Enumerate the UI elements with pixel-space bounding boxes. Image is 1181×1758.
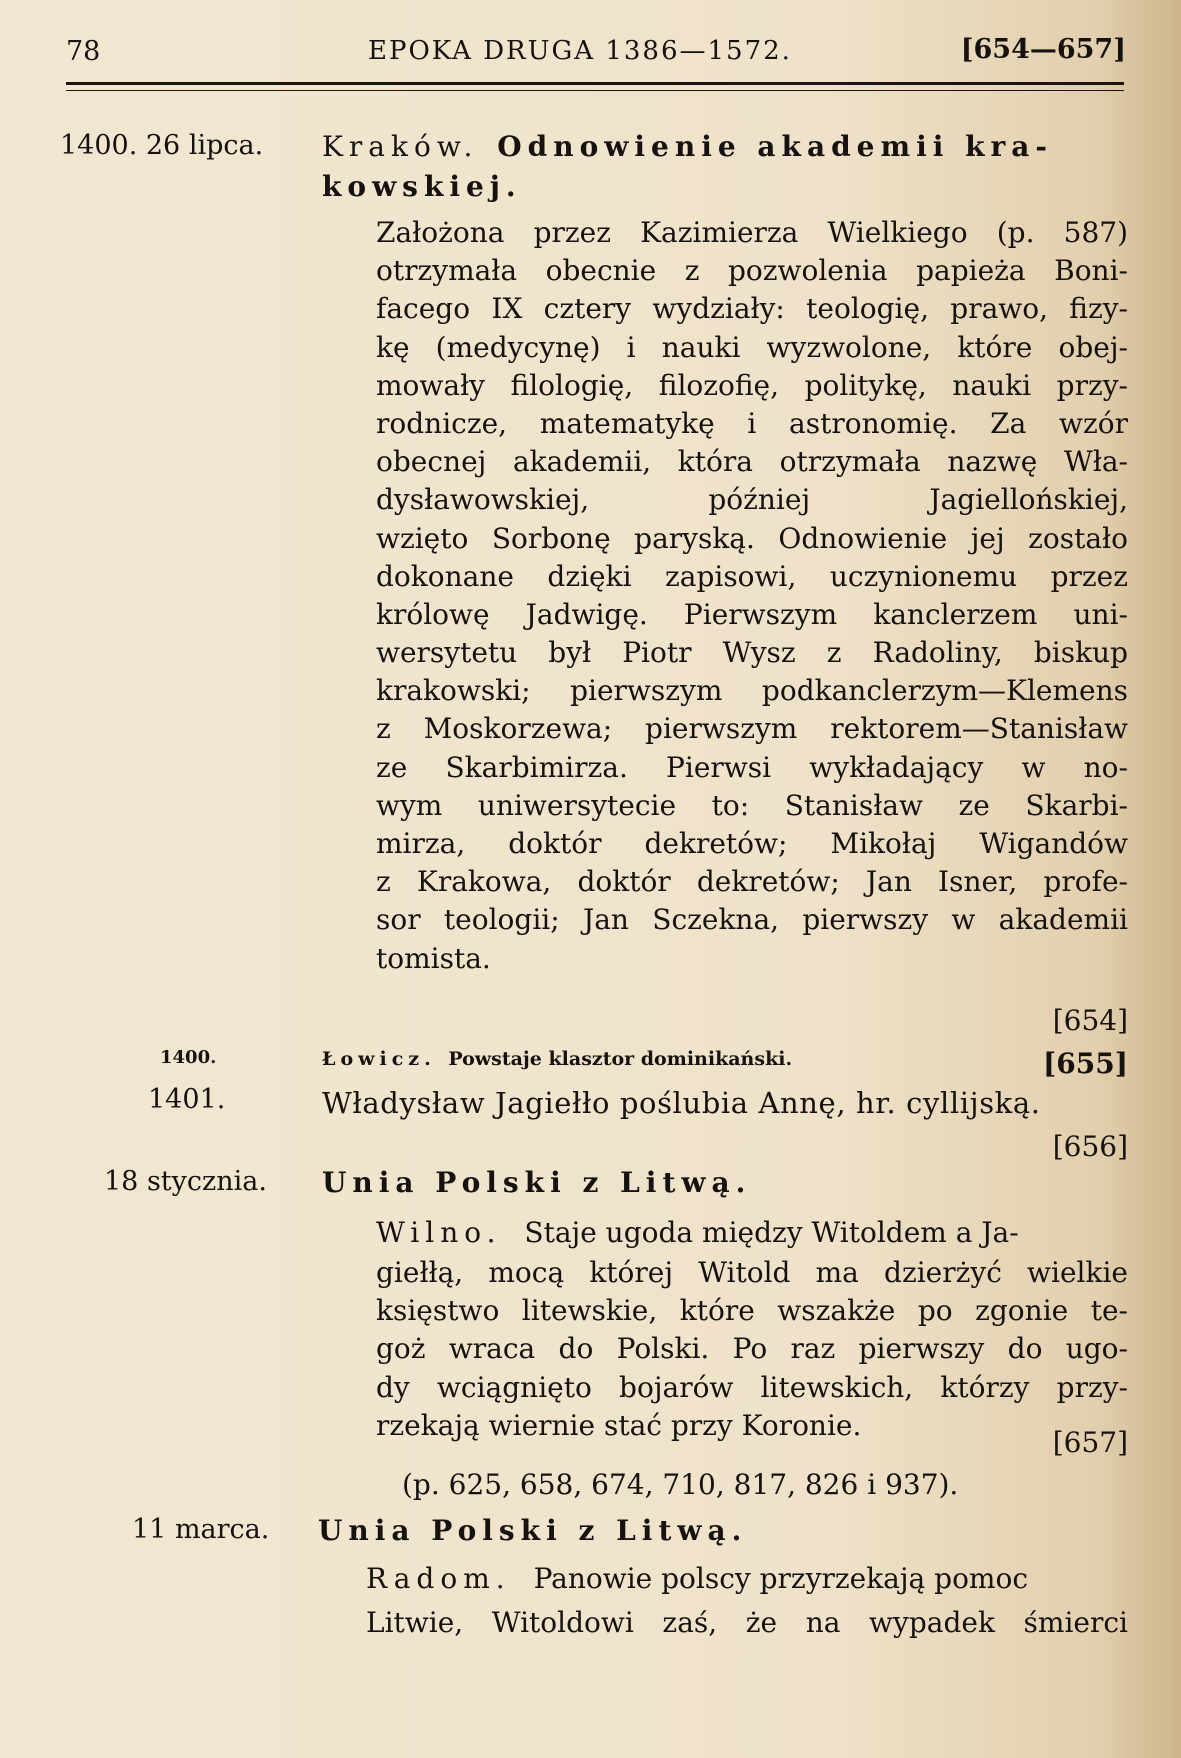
- heading-continuation: kowskiej.: [322, 170, 522, 203]
- text-line: rodnicze, matematykę i astronomię. Za wzór: [376, 406, 1128, 440]
- text-line: księstwo litewskie, które wszakże po zgonie te-: [376, 1294, 1128, 1328]
- text-line: mowały filologię, filozofię, politykę, nauki przy-: [376, 368, 1128, 402]
- entry-ref-656: [656]: [1052, 1130, 1128, 1163]
- entry-heading-657: Unia Polski z Litwą.: [322, 1166, 752, 1199]
- entry-date-658: 11 marca.: [132, 1514, 270, 1545]
- entry-text-656: Władysław Jagiełło poślubia Annę, hr. cyllijską.: [322, 1086, 1041, 1120]
- cross-reference: (p. 625, 658, 674, 710, 817, 826 i 937).: [402, 1468, 959, 1501]
- running-title: EPOKA DRUGA 1386—1572.: [368, 36, 792, 66]
- entry-first-line-657: [376, 1214, 1128, 1252]
- place-name: Wilno.: [376, 1216, 502, 1249]
- place-name: Łowicz.: [322, 1048, 436, 1070]
- text-line: goż wraca do Polski. Po raz pierwszy do ugo-: [376, 1332, 1128, 1366]
- text-line: wzięto Sorbonę paryską. Odnowienie jej zostało: [376, 521, 1128, 555]
- header-rule-thin: [66, 90, 1124, 91]
- text-line: Panowie polscy przyrzekają pomoc: [533, 1562, 1029, 1595]
- text-line: krakowski; pierwszym podkanclerzym—Klemens: [376, 674, 1128, 708]
- entry-date-656: 1401.: [148, 1084, 226, 1115]
- text-line: dokonane dzięki zapisowi, uczynionemu przez: [376, 559, 1128, 593]
- entry-date-654: 1400. 26 lipca.: [60, 130, 264, 161]
- place-name: Radom.: [366, 1562, 511, 1595]
- running-header: [66, 28, 1126, 74]
- entry-heading-658: Unia Polski z Litwą.: [318, 1514, 748, 1547]
- entry-date-655: 1400.: [160, 1047, 217, 1068]
- text-line: dy wciągnięto bojarów litewskich, którzy przy-: [376, 1370, 1128, 1404]
- text-line: Staje ugoda między Witoldem a Ja-: [524, 1216, 1019, 1249]
- entry-text-655: [322, 1040, 792, 1078]
- text-line: facego IX cztery wydziały: teologię, prawo, fizy-: [376, 292, 1128, 326]
- text-line: z Moskorzewa; pierwszym rektorem—Stanisław: [376, 712, 1128, 746]
- header-rule-thick: [66, 82, 1124, 85]
- entry-date-657: 18 stycznia.: [104, 1166, 267, 1197]
- entry-body-658: [366, 1604, 1128, 1642]
- text-line: giełłą, mocą której Witold ma dzierżyć wielkie: [376, 1256, 1128, 1289]
- text-line: kę (medycynę) i nauki wyzwolone, które obej-: [376, 330, 1128, 364]
- entry-text: Powstaje klasztor dominikański.: [448, 1048, 793, 1070]
- entry-first-line-658: [366, 1560, 1128, 1598]
- entry-body-657: [376, 1254, 1128, 1445]
- entry-range: [654—657]: [960, 34, 1126, 65]
- text-line: wym uniwersytecie to: Stanisław ze Skarbi-: [376, 788, 1128, 822]
- text-line: otrzymała obecnie z pozwolenia papieża Boni-: [376, 254, 1128, 288]
- text-line: z Krakowa, doktór dekretów; Jan Isner, profe-: [376, 865, 1128, 899]
- text-line: Litwie, Witoldowi zaś, że na wypadek śmierci: [366, 1606, 1128, 1639]
- page-number: 78: [66, 36, 101, 67]
- text-line: tomista.: [376, 941, 491, 975]
- entry-ref-654: [654]: [1052, 1004, 1128, 1037]
- entry-body-654: [376, 214, 1128, 978]
- text-line: rzekają wiernie stać przy Koronie.: [376, 1408, 862, 1442]
- text-line: sor teologii; Jan Sczekna, pierwszy w akademii: [376, 903, 1128, 937]
- text-line: królowę Jadwigę. Pierwszym kanclerzem uni-: [376, 597, 1128, 631]
- text-line: mirza, doktór dekretów; Mikołaj Wigandów: [376, 827, 1128, 860]
- text-line: Założona przez Kazimierza Wielkiego (p. 587): [376, 216, 1128, 249]
- text-line: dysławowskiej, później Jagiellońskiej,: [376, 483, 1128, 517]
- entry-ref-655: [655]: [1043, 1047, 1128, 1080]
- entry-heading-654: [322, 128, 1053, 166]
- heading-text: Odnowienie akademii kra-: [497, 130, 1054, 163]
- entry-ref-657: [657]: [1052, 1426, 1128, 1459]
- place-name: Kraków.: [322, 130, 479, 163]
- text-line: wersytetu był Piotr Wysz z Radoliny, biskup: [376, 636, 1128, 670]
- text-line: ze Skarbimirza. Pierwsi wykładający w no-: [376, 750, 1128, 784]
- text-line: obecnej akademii, która otrzymała nazwę Wła-: [376, 445, 1128, 479]
